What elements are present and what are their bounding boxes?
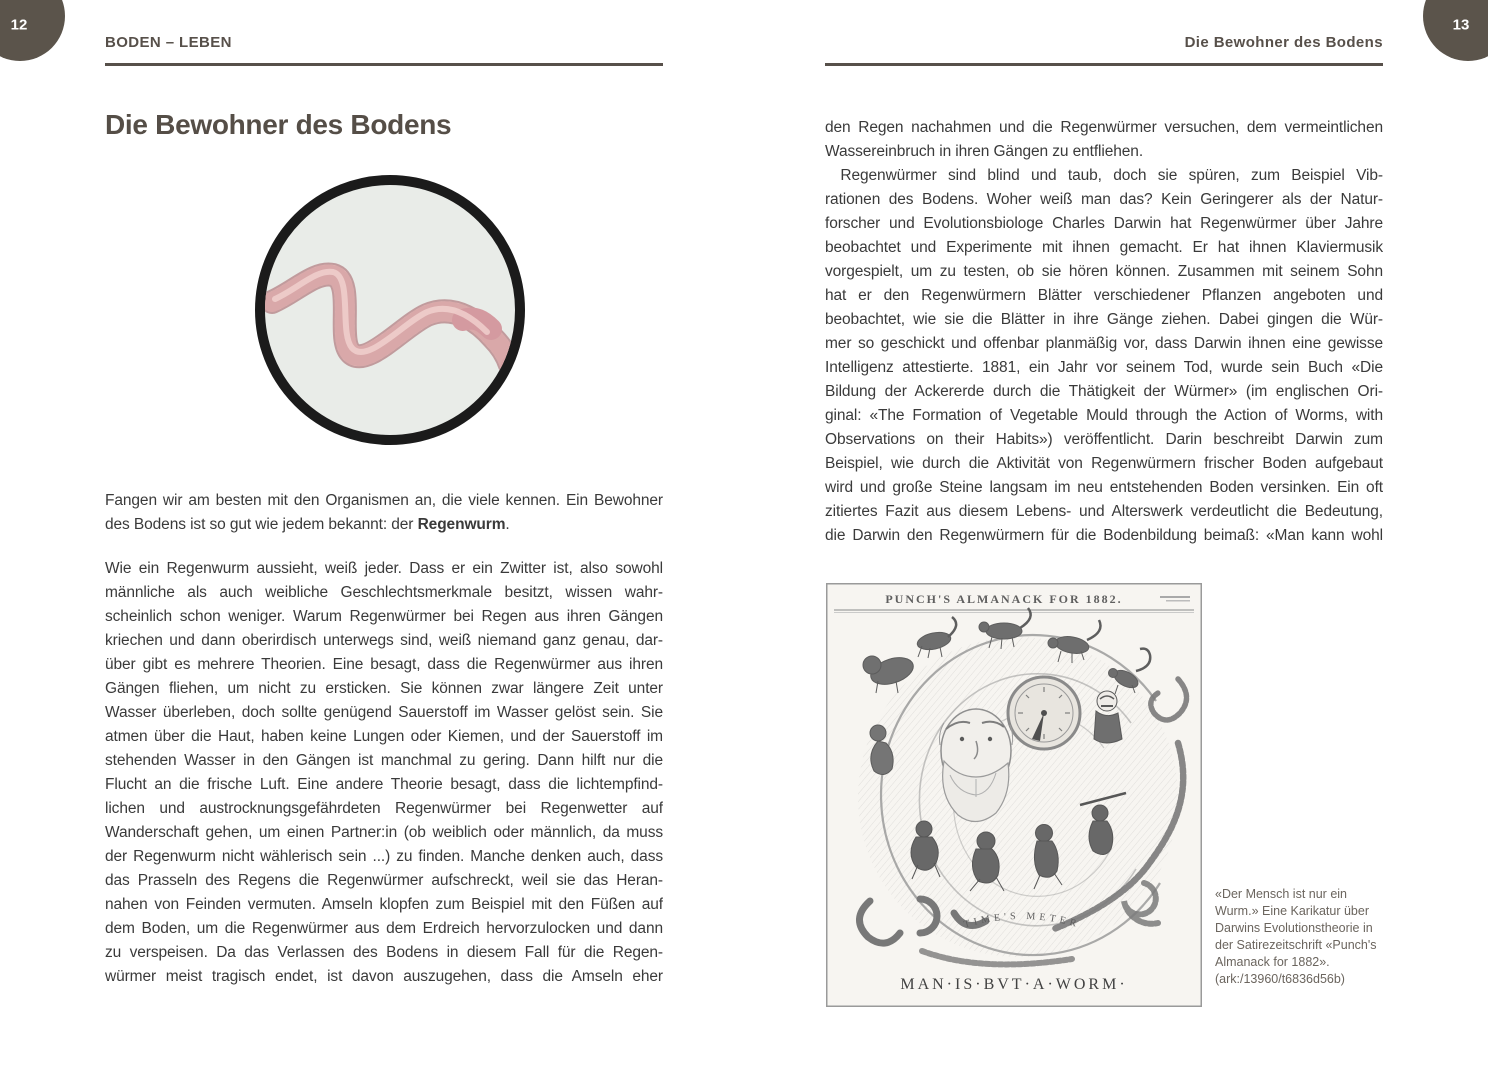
text-line: Observations on their Habits») veröffentlicht. Darin beschreibt Darwin zum (825, 431, 1383, 448)
text-line: beobachtet und Experimente mit ihnen gemacht. Er hat ihnen Klaviermusik (825, 239, 1383, 256)
bold-term-regenwurm: Regenwurm (417, 516, 506, 533)
text-line: kriechen und dann oberirdisch unterwegs sind, weiß niemand ganz genau, dar- (105, 632, 663, 649)
darwin-portrait (940, 709, 1013, 822)
times-meter-clock (1008, 677, 1080, 749)
text-line: über gibt es mehrere Theorien. Eine besagt, dass die Regenwürmer aus ihren (105, 656, 663, 673)
body-paragraph-right-b (825, 164, 1383, 548)
text-line: wird und große Steine langsam im neu entstehenden Boden versinken. Ein oft (825, 479, 1383, 496)
text-line: männliche als auch weibliche Geschlechtsmerkmale besitzt, wissen wahr- (105, 584, 663, 601)
text-line: Regenwürmer sind blind und taub, doch sie spüren, zum Beispiel Vib- (825, 167, 1383, 184)
text-line: Intelligenz attestierte. 1881, ein Jahr vor seinem Tod, wurde sein Buch «Die (825, 359, 1383, 376)
text-line: der Regenwurm nicht wählerisch sein ...) zu finden. Manche denken auch, dass (105, 848, 663, 865)
header-rule-right (825, 63, 1383, 66)
text-line: der Satirezeitschrift «Punch's (1215, 938, 1377, 952)
text-line: ginal: «The Formation of Vegetable Mould through the Action of Worms, with (825, 407, 1383, 424)
text-line: Gängen fliehen, um nicht zu ersticken. Sie können zwar längere Zeit unter (105, 680, 663, 697)
figure-caption (1215, 886, 1395, 988)
text-line: Wurm.» Eine Karikatur über (1215, 904, 1369, 918)
text-line: Almanack for 1882». (1215, 955, 1330, 969)
text-line: rationen des Bodens. Woher weiß man das? Kein Geringerer als der Natur- (825, 191, 1383, 208)
text-line: forscher und Evolutionsbiologe Charles Darwin hat Regenwürmer über Jahre (825, 215, 1383, 232)
text-line: die Darwin den Regenwürmern für die Bodenbildung beimaß: «Man kann wohl (825, 527, 1383, 544)
text-line: Bildung der Ackererde durch die Thätigkeit der Würmer» (im englischen Ori- (825, 383, 1383, 400)
text-line: «Der Mensch ist nur ein (1215, 887, 1348, 901)
text-line: lichen und austrocknungsgefährdeten Regenwürmer bei Regenwetter auf (105, 800, 663, 817)
text-line: das Prasseln des Regens die Regenwürmer aufschreckt, weil sie das Heran- (105, 872, 663, 889)
text-line: würmer meist tragisch endet, ist davon auszugehen, dass die Amseln eher (105, 968, 663, 985)
header-rule-left (105, 63, 663, 66)
text-line: des Bodens ist so gut wie jedem bekannt: der Regenwurm. (105, 516, 510, 533)
clock-label: TIME'S METER (962, 910, 1082, 931)
punch-caricature-engraving (826, 583, 1202, 1007)
text-line: Fangen wir am besten mit den Organismen an, die viele kennen. Ein Bewohner (105, 492, 663, 509)
page-number-badge-left (0, 0, 65, 61)
running-header-left: BODEN – LEBEN (105, 34, 232, 51)
text-line: den Regen nachahmen und die Regenwürmer versuchen, dem vermeintlichen (825, 119, 1383, 136)
running-header-right: Die Bewohner des Bodens (1184, 34, 1383, 51)
page-number-right: 13 (1452, 16, 1470, 34)
text-line: Flucht an die frische Luft. Eine andere Theorie besagt, dass die lichtempfind- (105, 776, 663, 793)
page-number-badge-right (1423, 0, 1488, 61)
intro-paragraph (105, 489, 663, 537)
text-line: scheinlich schon weniger. Warum Regenwürmer bei Regen aus ihren Gängen (105, 608, 663, 625)
text-line: Wassereinbruch in ihren Gängen zu entfliehen. (825, 143, 1144, 160)
text-line: stehenden Wasser in den Gängen ist manchmal zu gering. Dann hilft nur die (105, 752, 663, 769)
text-line: zu verspeisen. Da das Verlassen des Bodens in diesem Fall für die Regen- (105, 944, 663, 961)
text-line: Beispiel, wie durch die Aktivität von Regenwürmern frischer Boden aufgebaut (825, 455, 1383, 472)
text-line: Wasser überleben, doch sollte genügend Sauerstoff im Wasser gelöst sein. Sie (105, 704, 663, 721)
text-line: dem Boden, um die Regenwürmer aus dem Erdreich hervorzulocken und dann (105, 920, 663, 937)
earthworm-illustration (265, 185, 515, 435)
caricature-masthead: PUNCH'S ALMANACK FOR 1882. (885, 592, 1123, 606)
text-line: nahen von Feinden vermuten. Amseln klopfen zum Beispiel mit den Füßen auf (105, 896, 663, 913)
text-line: beobachtet, wie sie die Blätter in ihre Gänge ziehen. Dabei gingen die Wür- (825, 311, 1383, 328)
text-line: vorgespielt, um zu testen, ob sie hören können. Zusammen mit seinem Sohn (825, 263, 1383, 280)
earthworm-figure (255, 175, 525, 445)
page-title: Die Bewohner des Bodens (105, 109, 452, 140)
text-line: Wanderschaft gehen, um einen Partner:in (ob weiblich oder männlich, da muss (105, 824, 663, 841)
text-line: hat er den Regenwürmern Blätter verschiedener Pflanzen angeboten und (825, 287, 1383, 304)
caricature-caption-text: MAN·IS·BVT·A·WORM· (900, 976, 1128, 993)
body-paragraph-right-a (825, 116, 1383, 164)
text-line: zitiertes Fazit aus diesem Lebens- und Alterswerk verdeutlicht die Bedeutung, (825, 503, 1383, 520)
text-line: (ark:/13960/t6836d56b) (1215, 972, 1345, 986)
text-line: Wie ein Regenwurm aussieht, weiß jeder. Dass er ein Zwitter ist, also sowohl (105, 560, 663, 577)
page-number-left: 12 (10, 16, 28, 34)
text-line: mer so geschickt und offenbar planmäßig vor, dass Darwin ihnen eine gewisse (825, 335, 1383, 352)
body-paragraph-left (105, 557, 663, 989)
text-line: atmen über die Haut, haben keine Lungen oder Kiemen, und der Sauerstoff im (105, 728, 663, 745)
punch-caricature-figure (826, 583, 1202, 1007)
text-line: Darwins Evolutionstheorie in (1215, 921, 1373, 935)
